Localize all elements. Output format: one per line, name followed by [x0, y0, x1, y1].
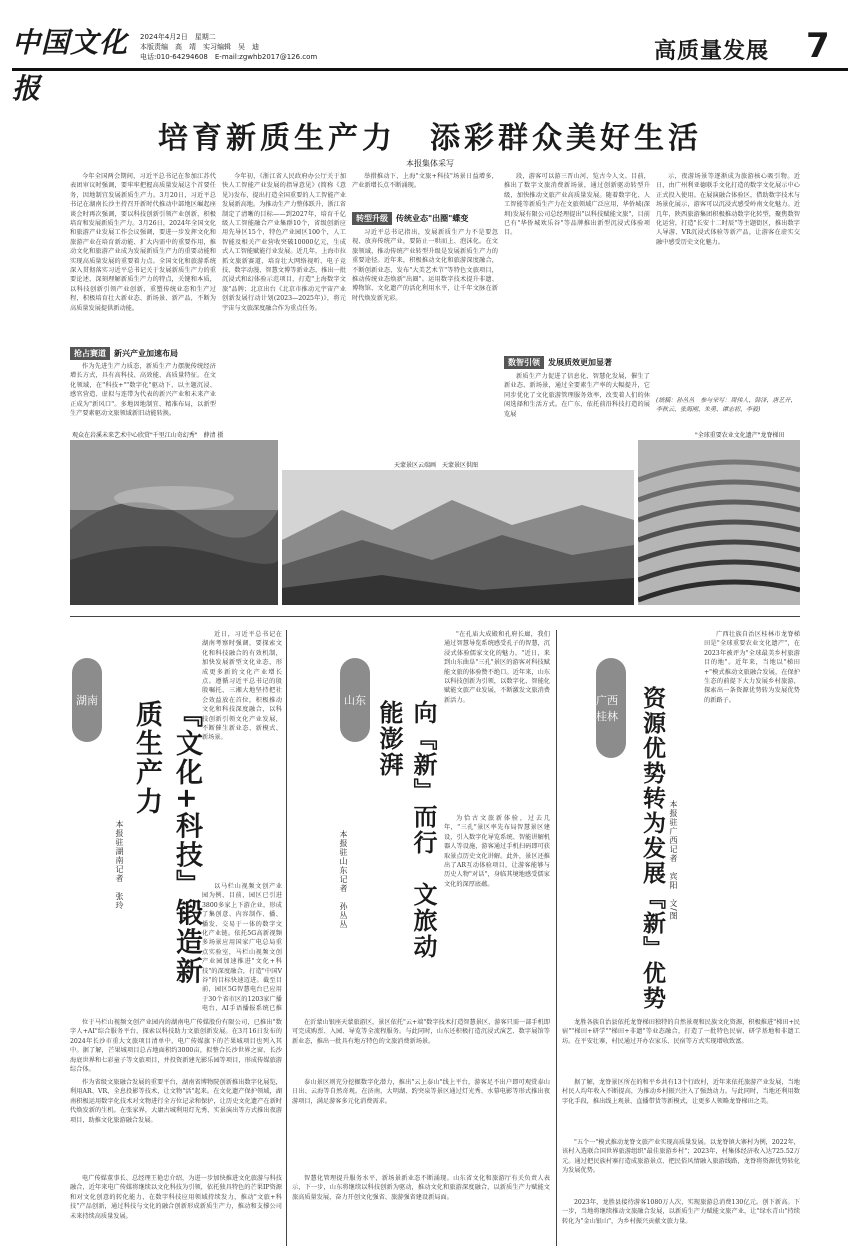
masthead-info [140, 32, 317, 62]
region-tag-guangxi: 广西桂林 [596, 658, 626, 758]
terraces-image [638, 440, 800, 605]
region-tag-shandong: 山东 [340, 658, 370, 742]
article-2-body-3: 在沂蒙山银座天蒙旅游区，景区依托"云+端"数字技术打造智慧景区，游客只需一部手机即可完成购票、入园、导览等全流程服务。与此同时，山东还积极打造沉浸式演艺、数字展馆等新业态，推出一批具有地方特色的文旅消费新场景。 [292, 1019, 550, 1045]
main-byline: 本报集体采写 [406, 159, 454, 168]
photo-2-caption: 天蒙景区云端画 天蒙景区供图 [394, 462, 479, 469]
intro-credit: (统稿：孙丛丛 参与采写：周伟人、韩泽、唐艺开、李秋云、张海刚、朱勇、谭志初、李毅) [656, 397, 797, 413]
page-editors: 本版责编 高 靖 实习编辑 吴 迪 [140, 43, 259, 51]
subhead-3-tag: 数智引领 [504, 356, 544, 369]
article-2-body-5: 智慧化管理提升服务水平，新场景新业态不断涌现。山东省文化和旅游厅有关负责人表示，下一步，山东将继续以科技创新为驱动，推动文化和旅游深度融合，以新质生产力赋能文旅高质量发展，奋力开创文化强省、旅游强省建设新局面。 [292, 1175, 550, 1201]
intro-column-4: 段，游客可以游三晋山河，览古今人文。目前，推出了数字文旅消费新场景，通过创新驱动转型升级，加快推动文旅产业高质量发展。随着数字化、人工智能等新质生产力在文旅领域广泛应用，华侨城(深圳)发展有限公司总经理提出"以科技赋能文旅"，目前已有"华侨城欢乐谷"等品牌推出新型沉浸式体验项目。 [504, 173, 650, 237]
stage-show-image [70, 440, 278, 605]
article-1-body-2: 以马栏山视频文创产业园为例，目前，园区已引进3800多家上下游企业，形成了集创意、内容制作、播、播发、交易于一体的数字文化产业链。依托5G高新视频多场景应用国家广电总局重点实验室，马栏山视频文创产业园加速推进"文化+科技"的深度融合，打造"中国V谷"的目标快速迈进。截至目前，园区5G智慧电台已应用于30个省市区的1203家广播电台，AI手语播报系统已推 [202, 883, 282, 1013]
newspaper-logo: 中国文化报 [12, 26, 129, 105]
article-3-byline: 本报驻广西记者 宾阳 文/图 [669, 800, 678, 921]
region-tag-hunan: 湖南 [72, 658, 102, 742]
contact-info: 电话:010-64294608 E-mail:zgwhb2017@126.com [140, 53, 318, 61]
intro-column-3-a: 举措推动下，上海"文旅+科技"场景日益增多，产业新增长点不断涌现。 [352, 173, 498, 190]
subhead-2-text: 传统业态"出圈"蝶变 [396, 214, 469, 223]
article-1-byline: 本报驻湖南记者 张玲 [115, 820, 124, 910]
main-headline: 培育新质生产力 添彩群众美好生活 [158, 121, 702, 156]
subhead-2 [352, 212, 498, 225]
article-3-body-5: 2023年，龙胜县接待游客1080万人次，实现旅游总消费130亿元。创下新高。下一步，当地将继续推动文旅融合发展，以新质生产力赋能文旅产业，让"绿水青山"持续转化为"金山银山"，为乡村振兴贡献文旅力量。 [562, 1199, 800, 1225]
issue-date: 2024年4月2日 星期二 [140, 33, 216, 41]
article-1-body-4: 作为省级文旅融合发展的重要平台，湖南省博物院创新推出数字化展览，利用AR、VR、全息投影等技术，让文物"活"起来。在文化遗产保护领域，湖南积极运用数字化技术对文物进行全方位记录和保护，让历史文化遗产在新时代焕发新的生机。在张家界，大庸古城利用灯光秀、实景演出等方式推出夜游项目，助推文化旅游融合发展。 [70, 1079, 282, 1124]
intro-column-4-tail: 新质生产力促进了信息化、智慧化发展，催生了新业态、新场景，通过全要素生产率的大幅提升，它同步优化了文化旅游管理服务效率，改变着人们的休闲选择和生活方式。在广东，依托前沿科技打造的展览展 [504, 373, 650, 418]
mountain-image [282, 470, 634, 605]
article-3-title: 资源优势转为发展『新』优势 [639, 686, 665, 1011]
section-title: 高质量发展 [654, 39, 770, 64]
article-1-body-1: 近日，习近平总书记在湖南考察时强调，要探索文化和科技融合的有效机制，加快发展新型文化业态，形成更多新的文化产业增长点。遵循习近平总书记的殷殷嘱托，三湘大地坚持把社会效益放在首位，积极推动文化和科技深度融合，以科技创新引领文化产业发展，不断催生新业态、新模式、新场景。 [202, 631, 282, 742]
subhead-1-text: 新兴产业加速布局 [114, 349, 178, 358]
article-2-body-2: 为恰古文旅新体验，过去几年，"三孔"景区率先布局智慧景区建设，引入数字化导览系统、智能讲解机器人等设施，游客通过手机扫码即可获取景点历史文化讲解。此外，景区还推出了AR互动体验项目，让游客能够与历史人物"对话"，身临其境地感受儒家文化的深厚底蕴。 [444, 815, 550, 888]
photo-3-caption: "全球重要农业文化遗产"龙脊梯田 [695, 432, 785, 439]
subhead-2-tag: 转型升级 [352, 212, 392, 225]
intro-column-1: 今年全国两会期间，习近平总书记在参加江苏代表团审议时强调，要牢牢把握高质量发展这个首要任务，因地制宜发展新质生产力。3月20日，习近平总书记在湖南长沙主持召开新时代推动中部地区崛起座谈会时再次强调，要以科技创新引领产业创新，积极培育和发展新质生产力。3月26日，2024年全国文化和旅游产业发展工作会议强调，要进一步发挥文化和旅游产业在培育新动能、扩大内需中的重要作用，推动文化和旅游产业成为发展新质生产力的重要动能和实现高质量发展的重要着力点。全国文化和旅游系统深入贯彻落实习近平总书记关于发展新质生产力的重要论述，深刻理解新质生产力的特点，关键和本质，以科技创新引领产业创新，重塑传统业态和生产过程，积极培育壮大新业态、新场景、新产品，不断为高质量发展提供新动能。 [70, 173, 216, 312]
photo-2-mountain [282, 470, 634, 605]
article-3-body-4: "五个一"模式推动龙脊文旅产业实现高质量发展。以龙脊镇大寨村为例，2022年，该村入选联合国世界旅游组织"最佳旅游乡村"；2023年，村集体经济收入达725.52万元。通过把民族村寨打造成旅游景点、把民俗风情融入旅游线路，龙脊将资源优势转化为发展优势。 [562, 1139, 800, 1175]
intro-column-1-tail: 作为先进生产力质态，新质生产力摆脱传统经济增长方式，具有高科技、高效能、高质量特征。在文化领域，在"科技+""数字化"驱动下，以主题沉浸、感官营造、虚拟与连带为代表的新兴产业和未来产业正成为"新风口"。多地因地制宜、精准布局，以新型生产要素驱动文旅领域新旧动能转换。 [70, 363, 216, 418]
section-divider [70, 616, 800, 617]
intro-column-3-b: 习近平总书记指出，发展新质生产力不是要忽视、放弃传统产业，要防止一哄而上、泡沫化。在文旅领域，推动传统产业转型升级是发展新质生产力的重要途径。近年来，积极推动文化和旅游深度融合，不断创新业态，发布"大美艺术节"等特色文旅项目，推动传统业态焕新"出圈"。运用数字技术提升非遗、博物馆、文化遗产的活化利用水平，让千年文脉在新时代焕发新光彩。 [352, 229, 498, 302]
column-rule-1 [286, 630, 287, 1246]
column-rule-2 [556, 630, 557, 1246]
article-1-body-5: 电广传媒董事长、总经理王艳忠介绍，为进一步加快推进文化旅游与科技融合，近年来电广传媒将继续以文化科技为引领，依托独具特色的芒果IP资源和对文化创意的转化能力，在数字科技应用领域持续发力，推动"文旅+科技"产品创新，通过科技与文化的融合创新形成新质生产力，推动和支撑公司未来持续高质量发展。 [70, 1175, 282, 1220]
article-3-body-1: 广西壮族自治区桂林市龙脊梯田是"全球重要农业文化遗产"，在2023年被评为"全球最美乡村旅游目的地"。近年来，当地以"梯田+"模式推动文旅融合发展，在保护生态的前提下大力发展乡村旅游，探索出一条资源优势转为发展优势的新路子。 [704, 631, 800, 704]
masthead-rule [12, 68, 848, 71]
article-1-body-3: 位于马栏山视频文创产业园内的湖南电广传媒股份有限公司，已推出"数字人+AI"综合服务平台，探索以科技助力文旅创新发展。在3月16日发布的2024年长沙市重大文旅项目清单中，电广传媒旗下的芒果城项目也列入其中。据了解，芒果城项目总占地面积约3000亩，拟整合长沙世界之窗、长沙海底世界和七彩童子等文旅项目，并投资新建光影乐园等项目，形成传媒旅游综合体。 [70, 1019, 282, 1074]
intro-column-5: 示，夜游场景等逐渐成为旅游核心吸引物。近日，由广州利亚德联手文化打造的数字文化展示中心正式投入使用。在展演融合体验区，借助数字技术与场景化展示，游客可以沉浸式感受岭南文化魅力。近几年，陕西旅游集团积极推动数字化转型，聚焦数智化运营，打造"长安十二时辰"等主题街区，推出数字人导游、VR沉浸式体验等新产品，让游客在虚实交融中感受历史文化魅力。 [656, 173, 800, 246]
article-2-body-4: 泰山景区则充分挖掘数字化潜力，推出"云上泰山"线上平台，游客足不出户即可观赏泰山日出、云海等自然奇观。在济南，大明湖、趵突泉等景区通过灯光秀、水幕电影等形式推出夜游项目，满足游客多元化消费需求。 [292, 1079, 550, 1105]
subhead-3 [504, 356, 650, 369]
page-number: 7 [806, 26, 830, 66]
photo-1-stage-show [70, 440, 278, 605]
photo-1-caption: 观众在岩溪未来艺术中心欣赏"千里江山奇幻秀" 薛清 摄 [72, 432, 224, 439]
article-3-body-3: 据了解，龙脊景区所在的和平乡共有13个行政村，近年来依托旅游产业发展，当地村民人均年收入不断提高，为推动乡村振兴注入了强劲动力。与此同时，当地还利用数字化手段，推出线上观景、直播带货等新模式，让更多人领略龙脊梯田之美。 [562, 1079, 800, 1105]
article-3-body-2: 龙胜各族自治县依托龙脊梯田独特的自然景观和民族文化资源，积极推进"梯田+民宿""梯田+研学""梯田+非遗"等业态融合，打造了一批特色民宿、研学基地和非遗工坊。在平安壮寨，村民通过开办农家乐、民宿等方式实现增收致富。 [562, 1019, 800, 1045]
article-1-title: 『文化+科技』锻造新质生产力 [131, 700, 202, 986]
photo-3-terraces [638, 440, 800, 605]
subhead-3-text: 发展质效更加显著 [548, 358, 612, 367]
article-2-byline: 本报驻山东记者 孙丛丛 [339, 830, 348, 929]
subhead-1 [70, 347, 216, 360]
article-2-body-1: "在孔庙大成殿和孔府长廊，我们通过智慧导览系统感受孔子的智慧，沉浸式体验儒家文化的魅力。"近日，来到山东曲阜"三孔"景区的游客对科技赋能文旅的体验赞不绝口。近年来，山东以科技创新为引领，以数字化、智能化赋能文旅产业发展，不断激发文旅消费新活力。 [444, 631, 550, 704]
article-2-title: 向『新』而行 文旅动能澎湃 [375, 700, 437, 960]
intro-column-2: 今年初，《浙江省人民政府办公厅关于加快人工智能产业发展的指导意见》(简称《意见》)发布，提出打造全国重要的人工智能产业发展新高地。为推动生产力整体跃升，浙江省制定了清晰的目标——到2027年，培育千亿级人工智能融合产业集群10个，省级创新应用先导区15个，特色产业园区100个，人工智能及相关产业营收突破10000亿元，生成式人工智能赋能行业发展。近几年，上海市拉抓文旅新赛道，培育壮大网络视听、电子竞技、数字动漫、智慧文博等新业态，推出一批沉浸式和幻体验示范项目，打造"上海数字文旅"品牌；北京出台《北京市推动元宇宙产业创新发展行动计划(2023—2025年)》，将元宇宙与文旅深度融合作为重点任务。 [222, 173, 346, 312]
subhead-1-tag: 抢占赛道 [70, 347, 110, 360]
